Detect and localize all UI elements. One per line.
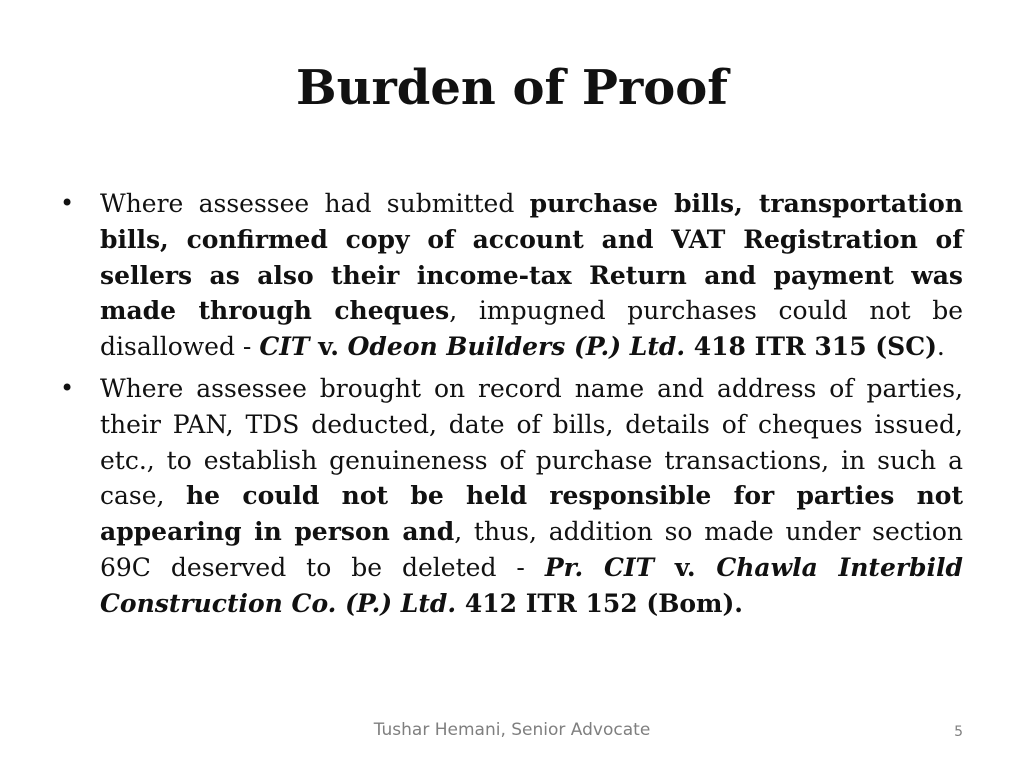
bullet-text: . — [936, 332, 945, 362]
slide-title: Burden of Proof — [296, 60, 728, 116]
slide-footer: Tushar Hemani, Senior Advocate — [373, 720, 651, 740]
case-versus: v. — [654, 552, 717, 582]
case-citation: 418 ITR 315 (SC) — [685, 332, 937, 362]
bullet-item — [60, 186, 963, 365]
bullet-bold-text: purchase bills, transportation bills, confirmed copy of account and VAT Registration of sellers as also their income-tax Return and payment was made through cheques — [100, 189, 963, 326]
bullet-item — [60, 371, 963, 622]
bullet-text: Where assessee brought on record name and address of parties, their PAN, TDS deducted, date of bills, details of cheques issued, etc., to establish genuineness of purchase transactions, in such a case, — [100, 373, 963, 511]
bullet-text: , impugned purchases could not be disallowed - — [100, 296, 963, 362]
case-versus: v. — [309, 332, 348, 362]
case-party-name: Chawla Interbild Construction Co. (P.) Ltd. — [100, 552, 963, 618]
case-party-name: CIT — [259, 332, 310, 362]
page-number: 5 — [954, 724, 963, 740]
bullet-dot-icon: • — [60, 373, 75, 402]
case-party-name: Pr. CIT — [544, 552, 655, 582]
bullet-text: , thus, addition so made under section 69C deserved to be deleted - — [100, 517, 963, 582]
case-party-name: Odeon Builders (P.) Ltd. — [347, 332, 686, 362]
bullet-text: Where assessee had submitted — [100, 189, 530, 218]
bullet-dot-icon: • — [60, 189, 75, 217]
bullet-list — [60, 186, 963, 628]
case-citation: 412 ITR 152 (Bom). — [456, 588, 744, 618]
bullet-bold-text: he could not be held responsible for parties not appearing in person and — [100, 481, 963, 547]
